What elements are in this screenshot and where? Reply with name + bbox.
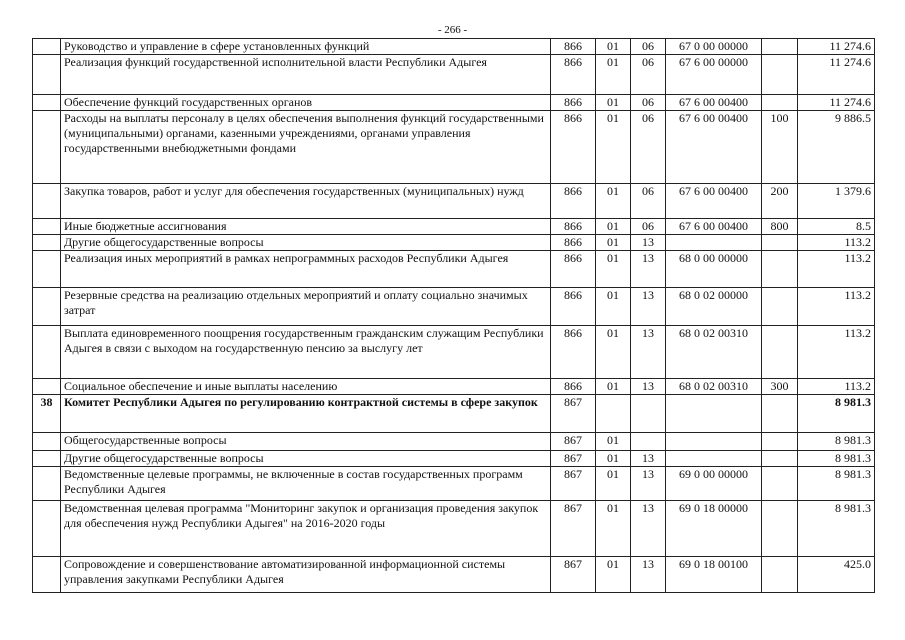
subsection-code: 13 [631,467,666,501]
target-article-code: 67 6 00 00000 [666,55,762,95]
section-code: 01 [596,184,631,219]
subsection-code: 06 [631,111,666,184]
subsection-code: 13 [631,326,666,379]
expense-type-code [762,251,798,288]
item-name: Расходы на выплаты персоналу в целях обеспечения выполнения функций государственными (муниципальными) органами, казенными учреждениями, органами управления государственными внебюджетными фондами [61,111,551,184]
amount: 8 981.3 [798,395,875,433]
expense-type-code [762,433,798,451]
row-number [33,288,61,326]
item-name: Закупка товаров, работ и услуг для обеспечения государственных (муниципальных) нужд [61,184,551,219]
ministry-code: 866 [551,251,596,288]
target-article-code: 68 0 02 00310 [666,379,762,395]
amount: 1 379.6 [798,184,875,219]
subsection-code: 06 [631,184,666,219]
row-number [33,326,61,379]
amount: 11 274.6 [798,95,875,111]
expense-type-code [762,501,798,557]
expense-type-code [762,326,798,379]
row-number [33,235,61,251]
expense-type-code [762,557,798,593]
section-code: 01 [596,39,631,55]
table-row [33,251,875,288]
amount: 8 981.3 [798,451,875,467]
subsection-code: 06 [631,55,666,95]
amount: 9 886.5 [798,111,875,184]
item-name: Сопровождение и совершенствование автоматизированной информационной системы управления закупками Республики Адыгея [61,557,551,593]
subsection-code [631,395,666,433]
amount: 8 981.3 [798,433,875,451]
item-name: Ведомственная целевая программа "Мониторинг закупок и организация проведения закупок для обеспечения нужд Республики Адыгея" на 2016-2020 годы [61,501,551,557]
expense-type-code [762,55,798,95]
expense-type-code [762,451,798,467]
item-name: Руководство и управление в сфере установленных функций [61,39,551,55]
target-article-code [666,451,762,467]
section-code: 01 [596,55,631,95]
subsection-code [631,433,666,451]
ministry-code: 867 [551,395,596,433]
row-number [33,184,61,219]
amount: 113.2 [798,326,875,379]
section-code: 01 [596,557,631,593]
amount: 8 981.3 [798,501,875,557]
target-article-code: 67 6 00 00400 [666,95,762,111]
expense-type-code: 800 [762,219,798,235]
item-name: Другие общегосударственные вопросы [61,451,551,467]
target-article-code: 67 0 00 00000 [666,39,762,55]
table-row [33,557,875,593]
table-row [33,395,875,433]
subsection-code: 13 [631,451,666,467]
expense-type-code: 300 [762,379,798,395]
item-name: Социальное обеспечение и иные выплаты населению [61,379,551,395]
amount: 113.2 [798,235,875,251]
table-row [33,235,875,251]
ministry-code: 866 [551,111,596,184]
budget-table [32,38,875,593]
row-number [33,111,61,184]
row-number [33,251,61,288]
target-article-code: 69 0 18 00100 [666,557,762,593]
expense-type-code [762,288,798,326]
table-row [33,379,875,395]
amount: 8.5 [798,219,875,235]
table-row [33,326,875,379]
ministry-code: 866 [551,326,596,379]
subsection-code: 13 [631,501,666,557]
target-article-code: 69 0 00 00000 [666,467,762,501]
table-row [33,184,875,219]
subsection-code: 13 [631,288,666,326]
ministry-code: 866 [551,95,596,111]
amount: 113.2 [798,379,875,395]
table-row [33,55,875,95]
expense-type-code [762,235,798,251]
expense-type-code [762,95,798,111]
section-code: 01 [596,379,631,395]
item-name: Резервные средства на реализацию отдельных мероприятий и оплату социально значимых затрат [61,288,551,326]
section-code: 01 [596,235,631,251]
section-code: 01 [596,433,631,451]
subsection-code: 06 [631,39,666,55]
ministry-code: 866 [551,379,596,395]
section-code: 01 [596,326,631,379]
row-number: 38 [33,395,61,433]
section-code: 01 [596,467,631,501]
table-row [33,288,875,326]
ministry-code: 867 [551,501,596,557]
table-row [33,39,875,55]
item-name: Иные бюджетные ассигнования [61,219,551,235]
row-number [33,95,61,111]
expense-type-code: 100 [762,111,798,184]
expense-type-code [762,39,798,55]
item-name: Общегосударственные вопросы [61,433,551,451]
item-name: Обеспечение функций государственных органов [61,95,551,111]
section-code: 01 [596,95,631,111]
table-row [33,501,875,557]
expense-type-code [762,395,798,433]
table-row [33,111,875,184]
subsection-code: 06 [631,219,666,235]
ministry-code: 866 [551,219,596,235]
ministry-code: 867 [551,557,596,593]
item-name: Реализация функций государственной исполнительной власти Республики Адыгея [61,55,551,95]
target-article-code: 67 6 00 00400 [666,111,762,184]
subsection-code: 13 [631,235,666,251]
ministry-code: 866 [551,55,596,95]
ministry-code: 867 [551,433,596,451]
item-name: Другие общегосударственные вопросы [61,235,551,251]
subsection-code: 13 [631,379,666,395]
table-body [33,39,875,593]
row-number [33,219,61,235]
section-code: 01 [596,251,631,288]
subsection-code: 13 [631,251,666,288]
target-article-code: 68 0 02 00310 [666,326,762,379]
amount: 425.0 [798,557,875,593]
ministry-code: 866 [551,235,596,251]
target-article-code: 68 0 00 00000 [666,251,762,288]
subsection-code: 06 [631,95,666,111]
table-row [33,467,875,501]
row-number [33,451,61,467]
item-name: Реализация иных мероприятий в рамках непрограммных расходов Республики Адыгея [61,251,551,288]
section-code: 01 [596,451,631,467]
expense-type-code [762,467,798,501]
target-article-code: 69 0 18 00000 [666,501,762,557]
row-number [33,55,61,95]
item-name: Выплата единовременного поощрения государственным гражданским служащим Республики Адыгея в связи с выходом на государственную пенсию за выслугу лет [61,326,551,379]
row-number [33,501,61,557]
amount: 11 274.6 [798,39,875,55]
row-number [33,433,61,451]
amount: 113.2 [798,288,875,326]
table-row [33,95,875,111]
section-code: 01 [596,288,631,326]
target-article-code: 67 6 00 00400 [666,219,762,235]
amount: 8 981.3 [798,467,875,501]
item-name: Ведомственные целевые программы, не включенные в состав государственных программ Республики Адыгея [61,467,551,501]
row-number [33,39,61,55]
target-article-code [666,433,762,451]
ministry-code: 867 [551,467,596,501]
table-row [33,219,875,235]
section-code: 01 [596,219,631,235]
ministry-code: 866 [551,288,596,326]
target-article-code [666,395,762,433]
item-name: Комитет Республики Адыгея по регулированию контрактной системы в сфере закупок [61,395,551,433]
section-code [596,395,631,433]
row-number [33,557,61,593]
target-article-code [666,235,762,251]
section-code: 01 [596,501,631,557]
subsection-code: 13 [631,557,666,593]
row-number [33,467,61,501]
amount: 113.2 [798,251,875,288]
section-code: 01 [596,111,631,184]
ministry-code: 867 [551,451,596,467]
row-number [33,379,61,395]
target-article-code: 67 6 00 00400 [666,184,762,219]
table-row [33,433,875,451]
target-article-code: 68 0 02 00000 [666,288,762,326]
ministry-code: 866 [551,184,596,219]
amount: 11 274.6 [798,55,875,95]
page-number: - 266 - [437,24,468,36]
table-row [33,451,875,467]
expense-type-code: 200 [762,184,798,219]
ministry-code: 866 [551,39,596,55]
